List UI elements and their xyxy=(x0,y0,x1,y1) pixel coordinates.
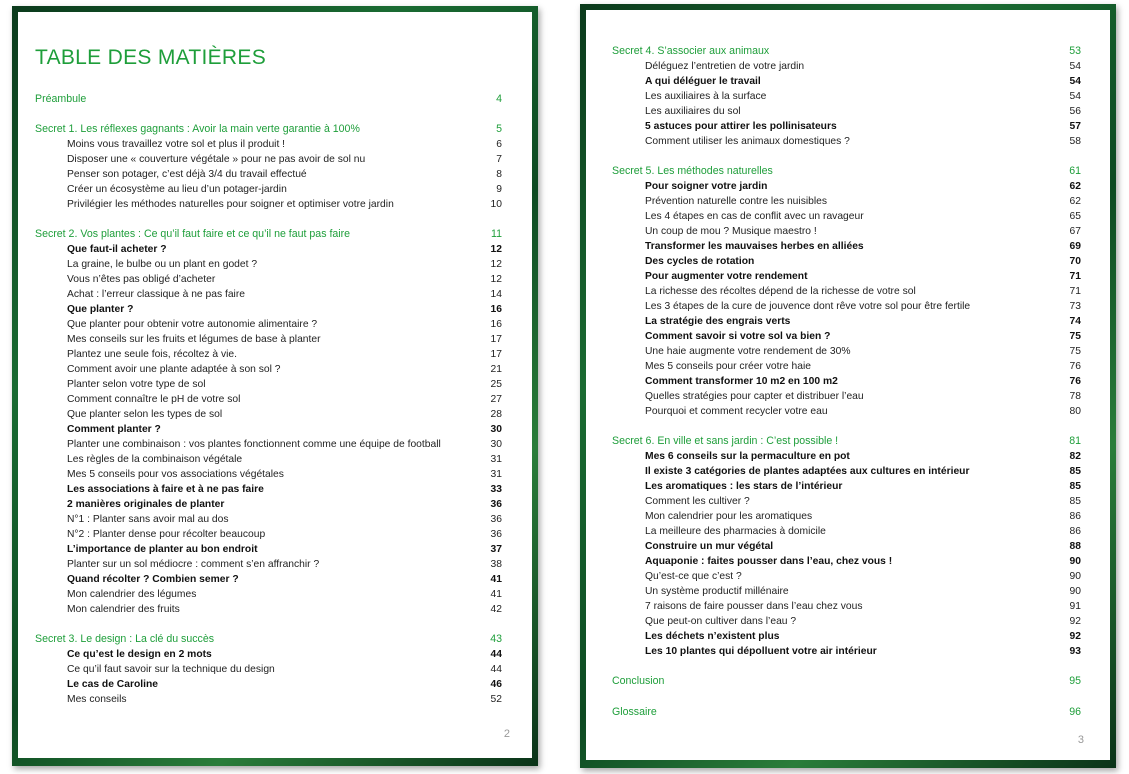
toc-entry-page: 62 xyxy=(1069,181,1081,192)
toc-entry-row xyxy=(67,572,502,587)
toc-entry-row xyxy=(645,524,1081,539)
toc-entry-label: Un coup de mou ? Musique maestro ! xyxy=(645,226,817,237)
toc-entry-page: 30 xyxy=(490,424,502,435)
toc-entry-row xyxy=(645,134,1081,149)
toc-entry-page: 54 xyxy=(1069,76,1081,87)
toc-entry-page: 95 xyxy=(1069,675,1081,687)
toc-entry-page: 17 xyxy=(490,349,502,360)
toc-entry-label: Comment utiliser les animaux domestiques ? xyxy=(645,136,850,147)
toc-entry-row xyxy=(67,302,502,317)
toc-entry-page: 36 xyxy=(490,529,502,540)
toc-entry-page: 93 xyxy=(1069,646,1081,657)
toc-entry-row xyxy=(67,662,502,677)
toc-entry-page: 7 xyxy=(496,154,502,165)
toc-entry-page: 30 xyxy=(490,439,502,450)
toc-entry-row xyxy=(67,452,502,467)
toc-entry-row xyxy=(67,392,502,407)
toc-entry-label: A qui déléguer le travail xyxy=(645,76,761,87)
toc-entry-page: 16 xyxy=(490,304,502,315)
toc-entry-page: 57 xyxy=(1069,121,1081,132)
toc-entry-row xyxy=(645,629,1081,644)
toc-entry-row xyxy=(645,119,1081,134)
toc-entry-page: 36 xyxy=(490,499,502,510)
toc-section-row xyxy=(612,44,1081,59)
toc-section-row xyxy=(612,434,1081,449)
toc-entry-page: 56 xyxy=(1069,106,1081,117)
toc-entry-row xyxy=(67,137,502,152)
toc-entry-label: La richesse des récoltes dépend de la richesse de votre sol xyxy=(645,286,916,297)
toc-entry-row xyxy=(645,224,1081,239)
page-number: 3 xyxy=(1077,734,1084,746)
toc-entry-label: Comment avoir une plante adaptée à son sol ? xyxy=(67,364,281,375)
toc-entry-row xyxy=(645,614,1081,629)
toc-entry-label: Vous n’êtes pas obligé d’acheter xyxy=(67,274,216,285)
toc-entry-row xyxy=(645,644,1081,659)
toc-entry-page: 46 xyxy=(490,679,502,690)
toc-entry-row xyxy=(67,512,502,527)
toc-entry-page: 65 xyxy=(1069,211,1081,222)
toc-entry-row xyxy=(67,152,502,167)
toc-entry-label: N°1 : Planter sans avoir mal au dos xyxy=(67,514,229,525)
toc-entry-row xyxy=(645,449,1081,464)
toc-entry-row xyxy=(645,74,1081,89)
toc-entry-label: Mes 6 conseils sur la permaculture en pot xyxy=(645,451,850,462)
toc-entry-label: Disposer une « couverture végétale » pour ne pas avoir de sol nu xyxy=(67,154,366,165)
toc-entry-page: 76 xyxy=(1069,376,1081,387)
toc-entry-row xyxy=(67,542,502,557)
toc-entry-page: 33 xyxy=(490,484,502,495)
toc-entry-row xyxy=(645,599,1081,614)
toc-entry-label: Quelles stratégies pour capter et distribuer l’eau xyxy=(645,391,864,402)
toc-entry-page: 6 xyxy=(496,139,502,150)
toc-entry-label: Transformer les mauvaises herbes en alliées xyxy=(645,241,864,252)
toc-entry-row xyxy=(645,389,1081,404)
toc-entry-page: 12 xyxy=(490,274,502,285)
toc-entry-row xyxy=(67,182,502,197)
toc-entry-row xyxy=(67,317,502,332)
toc-entry-page: 85 xyxy=(1069,481,1081,492)
toc-entry-label: N°2 : Planter dense pour récolter beaucoup xyxy=(67,529,266,540)
toc-entry-label: Ce qu’il faut savoir sur la technique du design xyxy=(67,664,275,675)
toc-entry-label: Pour augmenter votre rendement xyxy=(645,271,808,282)
toc-entry-page: 86 xyxy=(1069,526,1081,537)
toc-entry-row xyxy=(645,254,1081,269)
toc-entry-label: Il existe 3 catégories de plantes adaptées aux cultures en intérieur xyxy=(645,466,970,477)
toc-entry-page: 16 xyxy=(490,319,502,330)
toc-entry-label: Une haie augmente votre rendement de 30% xyxy=(645,346,851,357)
toc-entry-label: Les auxiliaires du sol xyxy=(645,106,741,117)
toc-entry-label: Secret 4. S’associer aux animaux xyxy=(612,45,770,57)
toc-entry-page: 69 xyxy=(1069,241,1081,252)
toc-entry-label: L’importance de planter au bon endroit xyxy=(67,544,258,555)
toc-entry-row xyxy=(645,89,1081,104)
toc-section-row xyxy=(612,164,1081,179)
toc-entry-row xyxy=(67,347,502,362)
toc-entry-row xyxy=(67,167,502,182)
toc-entry-page: 25 xyxy=(490,379,502,390)
toc-entry-row xyxy=(645,569,1081,584)
toc-entry-page: 96 xyxy=(1069,706,1081,718)
toc-entry-row xyxy=(645,584,1081,599)
toc-entry-label: Privilégier les méthodes naturelles pour soigner et optimiser votre jardin xyxy=(67,199,394,210)
toc-entry-page: 43 xyxy=(490,633,502,645)
toc-entry-page: 75 xyxy=(1069,331,1081,342)
toc-entry-row xyxy=(67,332,502,347)
toc-entry-page: 31 xyxy=(490,469,502,480)
toc-entry-row xyxy=(645,494,1081,509)
toc-entry-label: Aquaponie : faites pousser dans l’eau, chez vous ! xyxy=(645,556,893,567)
toc-entry-page: 71 xyxy=(1069,286,1081,297)
toc-section-row xyxy=(35,227,502,242)
toc-entry-label: Penser son potager, c’est déjà 3/4 du travail effectué xyxy=(67,169,307,180)
toc-entry-page: 92 xyxy=(1069,631,1081,642)
toc-entry-row xyxy=(645,479,1081,494)
toc-entry-label: Secret 2. Vos plantes : Ce qu’il faut faire et ce qu’il ne faut pas faire xyxy=(35,228,351,240)
toc-entry-page: 12 xyxy=(490,259,502,270)
toc-entry-page: 70 xyxy=(1069,256,1081,267)
toc-entry-label: Préambule xyxy=(35,93,87,105)
toc-entry-page: 4 xyxy=(496,93,502,105)
toc-entry-label: Les règles de la combinaison végétale xyxy=(67,454,243,465)
toc-entry-page: 12 xyxy=(490,244,502,255)
toc-entry-row xyxy=(67,422,502,437)
toc-entry-label: Planter sur un sol médiocre : comment s’en affranchir ? xyxy=(67,559,320,570)
toc-entry-label: Secret 3. Le design : La clé du succès xyxy=(35,633,215,645)
toc-entry-row xyxy=(645,509,1081,524)
toc-entry-label: La meilleure des pharmacies à domicile xyxy=(645,526,826,537)
toc-entry-label: Achat : l’erreur classique à ne pas faire xyxy=(67,289,245,300)
toc-entry-row xyxy=(645,359,1081,374)
toc-section-row xyxy=(35,92,502,107)
toc-entry-label: Pour soigner votre jardin xyxy=(645,181,768,192)
toc-entry-page: 9 xyxy=(496,184,502,195)
toc-entry-page: 58 xyxy=(1069,136,1081,147)
toc-entry-label: Comment planter ? xyxy=(67,424,161,435)
toc-entry-page: 14 xyxy=(490,289,502,300)
toc-entry-label: Des cycles de rotation xyxy=(645,256,755,267)
toc-entry-page: 11 xyxy=(491,228,502,240)
toc-entry-row xyxy=(645,464,1081,479)
toc-entry-label: Les auxiliaires à la surface xyxy=(645,91,767,102)
toc-entry-page: 31 xyxy=(490,454,502,465)
toc-entry-row xyxy=(645,269,1081,284)
toc-entry-label: Les 4 étapes en cas de conflit avec un ravageur xyxy=(645,211,864,222)
toc-entry-row xyxy=(645,539,1081,554)
toc-entry-row xyxy=(645,374,1081,389)
toc-entry-row xyxy=(67,437,502,452)
toc-entry-label: Les 10 plantes qui dépolluent votre air intérieur xyxy=(645,646,877,657)
toc-section-row xyxy=(612,674,1081,689)
toc-entry-page: 44 xyxy=(490,664,502,675)
toc-entry-page: 21 xyxy=(490,364,502,375)
toc-entry-label: Mes 5 conseils pour vos associations végétales xyxy=(67,469,284,480)
toc-entry-page: 71 xyxy=(1069,271,1081,282)
toc-entry-row xyxy=(67,482,502,497)
toc-entry-row xyxy=(67,602,502,617)
toc-entry-page: 54 xyxy=(1069,61,1081,72)
toc-entry-label: Planter selon votre type de sol xyxy=(67,379,206,390)
right-page xyxy=(586,10,1110,760)
toc-entry-label: Prévention naturelle contre les nuisibles xyxy=(645,196,828,207)
toc-entry-page: 54 xyxy=(1069,91,1081,102)
toc-entry-row xyxy=(67,257,502,272)
toc-entry-page: 42 xyxy=(490,604,502,615)
toc-entry-page: 82 xyxy=(1069,451,1081,462)
toc-entry-page: 37 xyxy=(490,544,502,555)
toc-entry-label: Comment savoir si votre sol va bien ? xyxy=(645,331,831,342)
toc-entry-label: Mon calendrier des fruits xyxy=(67,604,180,615)
toc-entry-label: Quand récolter ? Combien semer ? xyxy=(67,574,239,585)
toc-entry-row xyxy=(67,647,502,662)
toc-entry-page: 44 xyxy=(490,649,502,660)
toc-entry-label: Conclusion xyxy=(612,675,665,687)
toc-entry-row xyxy=(67,407,502,422)
toc-entry-page: 90 xyxy=(1069,556,1081,567)
toc-entry-label: Que planter pour obtenir votre autonomie alimentaire ? xyxy=(67,319,318,330)
toc-section-row xyxy=(35,632,502,647)
toc-entry-row xyxy=(67,587,502,602)
toc-entry-label: 2 manières originales de planter xyxy=(67,499,225,510)
toc-entry-page: 73 xyxy=(1069,301,1081,312)
toc-entry-label: Pourquoi et comment recycler votre eau xyxy=(645,406,828,417)
toc-entry-label: 5 astuces pour attirer les pollinisateurs xyxy=(645,121,837,132)
toc-entry-label: Moins vous travaillez votre sol et plus il produit ! xyxy=(67,139,286,150)
toc-entry-page: 41 xyxy=(490,589,502,600)
toc-title: TABLE DES MATIÈRES xyxy=(35,46,267,69)
toc-entry-row xyxy=(645,209,1081,224)
toc-entry-row xyxy=(645,179,1081,194)
toc-entry-label: Mes 5 conseils pour créer votre haie xyxy=(645,361,811,372)
toc-entry-page: 62 xyxy=(1069,196,1081,207)
toc-entry-label: Que planter ? xyxy=(67,304,134,315)
toc-entry-label: Les aromatiques : les stars de l’intérieur xyxy=(645,481,843,492)
toc-entry-page: 85 xyxy=(1069,496,1081,507)
toc-entry-label: Les déchets n’existent plus xyxy=(645,631,780,642)
toc-entry-row xyxy=(67,287,502,302)
toc-entry-label: Comment transformer 10 m2 en 100 m2 xyxy=(645,376,838,387)
toc-entry-page: 81 xyxy=(1069,435,1081,447)
toc-entry-page: 8 xyxy=(496,169,502,180)
toc-entry-page: 88 xyxy=(1069,541,1081,552)
toc-entry-row xyxy=(645,554,1081,569)
left-page xyxy=(18,12,532,758)
toc-entry-page: 41 xyxy=(490,574,502,585)
toc-entry-page: 5 xyxy=(496,123,502,135)
toc-entry-label: Que peut-on cultiver dans l’eau ? xyxy=(645,616,797,627)
toc-entry-row xyxy=(67,497,502,512)
toc-entry-label: Les 3 étapes de la cure de jouvence dont rêve votre sol pour être fertile xyxy=(645,301,971,312)
toc-entry-page: 17 xyxy=(490,334,502,345)
toc-entry-row xyxy=(67,242,502,257)
toc-entry-row xyxy=(67,527,502,542)
toc-entry-page: 67 xyxy=(1069,226,1081,237)
toc-entry-label: Déléguez l’entretien de votre jardin xyxy=(645,61,805,72)
toc-entry-page: 76 xyxy=(1069,361,1081,372)
toc-entry-row xyxy=(645,314,1081,329)
toc-entry-label: 7 raisons de faire pousser dans l’eau chez vous xyxy=(645,601,863,612)
toc-entry-row xyxy=(67,362,502,377)
toc-entry-label: Ce qu’est le design en 2 mots xyxy=(67,649,212,660)
toc-entry-page: 53 xyxy=(1069,45,1081,57)
toc-entry-page: 38 xyxy=(490,559,502,570)
toc-entry-page: 85 xyxy=(1069,466,1081,477)
toc-entry-row xyxy=(645,104,1081,119)
toc-entry-label: Mes conseils sur les fruits et légumes de base à planter xyxy=(67,334,321,345)
toc-entry-row xyxy=(645,329,1081,344)
toc-entry-page: 36 xyxy=(490,514,502,525)
toc-entry-label: Comment les cultiver ? xyxy=(645,496,750,507)
toc-entry-page: 74 xyxy=(1069,316,1081,327)
toc-entry-row xyxy=(67,467,502,482)
toc-entry-page: 90 xyxy=(1069,571,1081,582)
toc-entry-page: 86 xyxy=(1069,511,1081,522)
toc-entry-label: Qu’est-ce que c’est ? xyxy=(645,571,742,582)
toc-entry-row xyxy=(645,59,1081,74)
toc-entry-label: Mon calendrier pour les aromatiques xyxy=(645,511,813,522)
toc-entry-row xyxy=(67,557,502,572)
toc-entry-label: Les associations à faire et à ne pas faire xyxy=(67,484,264,495)
toc-entry-row xyxy=(645,299,1081,314)
toc-entry-label: Secret 5. Les méthodes naturelles xyxy=(612,165,773,177)
right-page-frame xyxy=(580,4,1116,768)
toc-entry-row xyxy=(67,377,502,392)
toc-entry-label: Un système productif millénaire xyxy=(645,586,789,597)
toc-entry-row xyxy=(645,404,1081,419)
toc-entry-label: Secret 6. En ville et sans jardin : C’est possible ! xyxy=(612,435,839,447)
toc-entry-row xyxy=(645,344,1081,359)
toc-entry-page: 28 xyxy=(490,409,502,420)
toc-entry-row xyxy=(67,197,502,212)
toc-entry-row xyxy=(645,239,1081,254)
toc-entry-label: La stratégie des engrais verts xyxy=(645,316,791,327)
toc-entry-page: 92 xyxy=(1069,616,1081,627)
toc-entry-row xyxy=(67,692,502,707)
toc-entry-page: 91 xyxy=(1069,601,1081,612)
toc-entry-page: 75 xyxy=(1069,346,1081,357)
toc-entry-page: 27 xyxy=(490,394,502,405)
toc-entry-label: Le cas de Caroline xyxy=(67,679,158,690)
left-page-frame xyxy=(12,6,538,766)
toc-entry-row xyxy=(67,272,502,287)
toc-entry-label: La graine, le bulbe ou un plant en godet ? xyxy=(67,259,258,270)
toc-entry-label: Créer un écosystème au lieu d’un potager-jardin xyxy=(67,184,287,195)
toc-entry-label: Mes conseils xyxy=(67,694,127,705)
toc-entry-label: Que planter selon les types de sol xyxy=(67,409,223,420)
toc-entry-page: 10 xyxy=(490,199,502,210)
toc-entry-page: 80 xyxy=(1069,406,1081,417)
toc-entry-row xyxy=(67,677,502,692)
toc-entry-label: Planter une combinaison : vos plantes fonctionnent comme une équipe de football xyxy=(67,439,441,450)
toc-entry-row xyxy=(645,284,1081,299)
toc-section-row xyxy=(612,705,1081,720)
toc-entry-label: Secret 1. Les réflexes gagnants : Avoir la main verte garantie à 100% xyxy=(35,123,360,135)
page-number: 2 xyxy=(503,728,510,740)
toc-entry-page: 52 xyxy=(490,694,502,705)
toc-entry-label: Plantez une seule fois, récoltez à vie. xyxy=(67,349,237,360)
toc-entry-page: 90 xyxy=(1069,586,1081,597)
toc-entry-label: Mon calendrier des légumes xyxy=(67,589,197,600)
toc-entry-label: Glossaire xyxy=(612,706,657,718)
toc-entry-page: 78 xyxy=(1069,391,1081,402)
toc-entry-label: Construire un mur végétal xyxy=(645,541,774,552)
toc-section-row xyxy=(35,122,502,137)
toc-entry-label: Que faut-il acheter ? xyxy=(67,244,167,255)
toc-entry-label: Comment connaître le pH de votre sol xyxy=(67,394,241,405)
toc-entry-row xyxy=(645,194,1081,209)
toc-entry-page: 61 xyxy=(1069,165,1081,177)
